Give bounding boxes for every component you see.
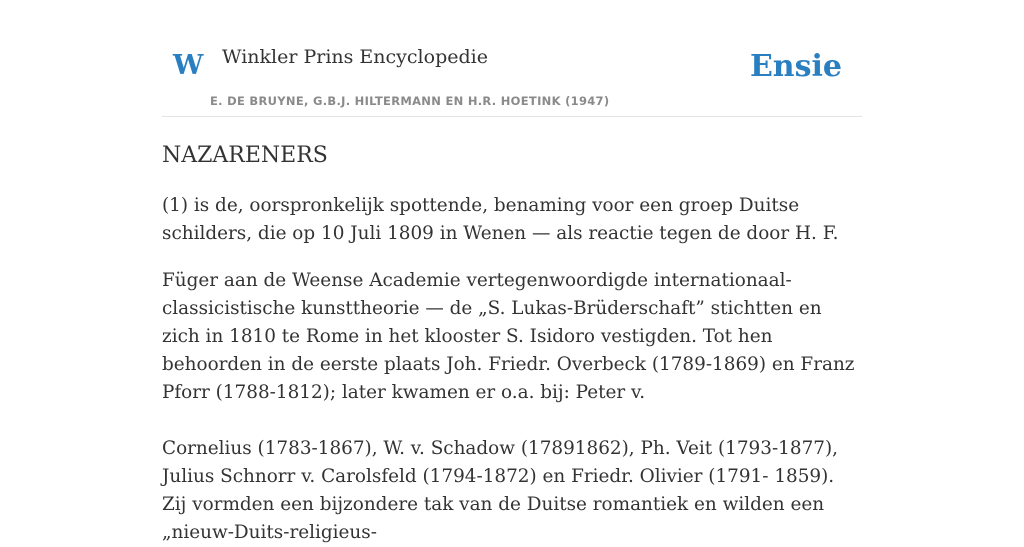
entry-paragraph: Füger aan de Weense Academie vertegenwoordigde internationaal-classicistische kunsttheorie — de „S. Lukas-Brüderschaft” stichtten en zich in 1810 te Rome in het klooster S. Isidoro vestigden. Tot hen behoorden in de eerste plaats Joh. Friedr. Overbeck (1789-1869) en Franz Pforr (1788-1812); later kwamen er o.a. bij: Peter v. [162, 270, 855, 404]
book-authors: E. DE BRUYNE, G.B.J. HILTERMANN EN H.R. HOETINK (1947) [210, 94, 610, 108]
page [162, 0, 862, 547]
entry-paragraph: Cornelius (1783-1867), W. v. Schadow (17891862), Ph. Veit (1793-1877), Julius Schnorr v. Carolsfeld (1794-1872) en Friedr. Olivier (1791- 1859). Zij vormden een bijzondere tak van de Duitse romantiek en wilden een „nieuw-Duits-religieus- [162, 438, 838, 544]
ensie-logo[interactable]: Ensie [749, 49, 842, 84]
header [162, 0, 862, 117]
publication-logo-icon[interactable]: W [173, 50, 204, 81]
book-title[interactable]: Winkler Prins Encyclopedie [222, 46, 488, 68]
entry-paragraph: (1) is de, oorspronkelijk spottende, benaming voor een groep Duitse schilders, die op 10 Juli 1809 in Wenen — als reactie tegen de door H. F. [162, 195, 839, 245]
entry-title: NAZARENERS [162, 143, 328, 168]
